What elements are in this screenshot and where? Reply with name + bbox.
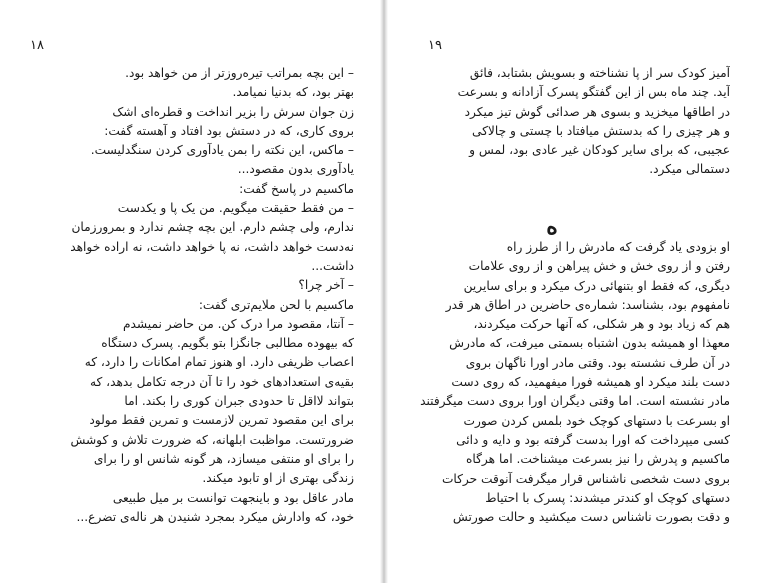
text-line: یادآوری بدون مقصود... xyxy=(237,162,354,177)
text-line: او بزودی یاد گرفت که مادرش را از طرز راه xyxy=(506,240,730,254)
text-line: را برای او منتفی میسازد، هر گونه شانس او را برای xyxy=(93,451,354,466)
text-line: هم که زیاد بود و هر شکلی، که آنها حرکت میکردند، xyxy=(473,317,730,332)
text-line: دستمالی میکرد. xyxy=(649,162,730,177)
text-line: زن جوان سرش را بزیر انداخت و قطره‌ای اشک xyxy=(112,104,354,119)
text-line: بتواند لااقل تا حدودی جبران کوری را بکند. اما xyxy=(124,394,354,409)
text-line: ماکسیم با لحن ملایم‌تری گفت: xyxy=(198,297,354,312)
text-line: نه‌دست خواهد داشت، نه پا خواهد داشت، نه اراده خواهد xyxy=(70,239,354,254)
page-number: ١٨ xyxy=(30,38,44,53)
text-line: داشت... xyxy=(311,258,354,273)
section-heading: ه xyxy=(546,214,558,240)
page-body-bottom xyxy=(420,238,730,527)
right-page xyxy=(384,0,768,583)
text-line: بقیه‌ی استعدادهای خود را تا آن درجه تکامل بدهد، که xyxy=(89,374,354,389)
text-line: – این بچه بمراتب تیره‌روزتر از من خواهد بود. xyxy=(125,66,354,80)
text-line: آمیز کودک سر از پا نشناخته و بسویش بشتابد، فائق xyxy=(469,66,730,80)
text-line: دستهای کوچک او کندتر میشدند: پسرک با احتیاط xyxy=(485,490,730,505)
text-line: او بسرعت با دستهای کوچک خود بلمس کردن صورت xyxy=(463,413,730,428)
text-line: ضرورتست. مواظبت ابلهانه، که ضرورت تلاش و کوشش xyxy=(70,432,354,447)
text-line: ندارم، ولی چشم دارم. این بچه چشم ندارد و بمرورزمان xyxy=(71,220,354,235)
text-line: معهذا او همیشه بدون اشتباه بسمتی میرفت، که مادرش xyxy=(449,336,730,351)
text-line: که بیهوده مطالبی جانگزا بتو بگویم. پسرک دستگاه xyxy=(101,336,354,351)
text-line: رفتن و از روی خش و خش پیراهن و از روی علامات xyxy=(468,259,730,274)
text-line: در آن طرف نشسته بود. وقتی مادر اورا ناگهان بروی xyxy=(465,355,730,370)
page-body xyxy=(36,64,354,527)
text-line: – آنتا، مقصود مرا درک کن. من حاضر نمیشدم xyxy=(122,316,354,331)
text-line: بروی کاری، که در دستش بود افتاد و آهسته گفت: xyxy=(104,123,354,138)
page-body-top xyxy=(420,64,730,180)
text-line: در اطاقها میخزید و بسوی هر صدائی گوش تیز میکرد xyxy=(464,104,730,119)
text-line: بهتر بود، که بدنیا نمیامد. xyxy=(232,85,354,100)
text-line: بروی دست شخصی ناشناس قرار میگرفت آنوقت حرکات xyxy=(441,471,730,486)
text-line: آید. چند ماه بس از این گفتگو پسرک آزادانه و بسرعت xyxy=(457,85,730,100)
text-line: و دقت بصورت ناشناس دست میکشید و حالت صورتش xyxy=(452,510,730,525)
text-line: مادر نشسته است. اما وقتی دیگران اورا بروی دست میگرفتند xyxy=(420,394,730,409)
text-line: نامفهوم بود، بشناسد: شماره‌ی حاضرین در اطاق هر قدر xyxy=(445,297,730,312)
text-line: خود، که وادارش میکرد بمجرد شنیدن هر ناله‌ی تضرع... xyxy=(76,509,354,524)
text-line: زندگی بهتری از او تابود میکند. xyxy=(202,471,354,486)
text-line: – ماکس، این نکته را بمن یادآوری کردن سنگدلیست. xyxy=(90,143,354,158)
text-line: ماکسیم و پدرش را نیز بسرعت میشناخت. اما هرگاه xyxy=(466,452,730,467)
text-line: عجیبی، که برای سایر کودکان غیر عادی بود، لمس و xyxy=(469,143,730,158)
text-line: برای این مقصود تمرین لازمست و تمرین فقط مولود xyxy=(89,413,354,428)
text-line: مادر عاقل بود و باینجهت توانست بر میل طبیعی xyxy=(112,490,354,505)
text-line: و هر چیزی را که بدستش میافتاد با چستی و چالاکی xyxy=(471,123,730,138)
text-line: کسی میپرداخت که اورا بدست گرفته بود و دایه و دائی xyxy=(456,432,730,447)
text-line: – آخر چرا؟ xyxy=(298,278,354,293)
page-number: ١٩ xyxy=(428,38,442,53)
text-line: اعصاب ظریفی دارد. او هنوز تمام امکانات را دارد، که xyxy=(84,355,354,370)
text-line: دست بلند میکرد او همیشه فورا میفهمید، که روی دست xyxy=(451,375,730,390)
text-line: ماکسیم در پاسخ گفت: xyxy=(239,181,354,196)
text-line: دیگری، که فقط او بتنهائی درک میکرد و برای سایرین xyxy=(463,278,730,293)
text-line: – من فقط حقیقت میگویم. من یک پا و یکدست xyxy=(117,201,354,216)
